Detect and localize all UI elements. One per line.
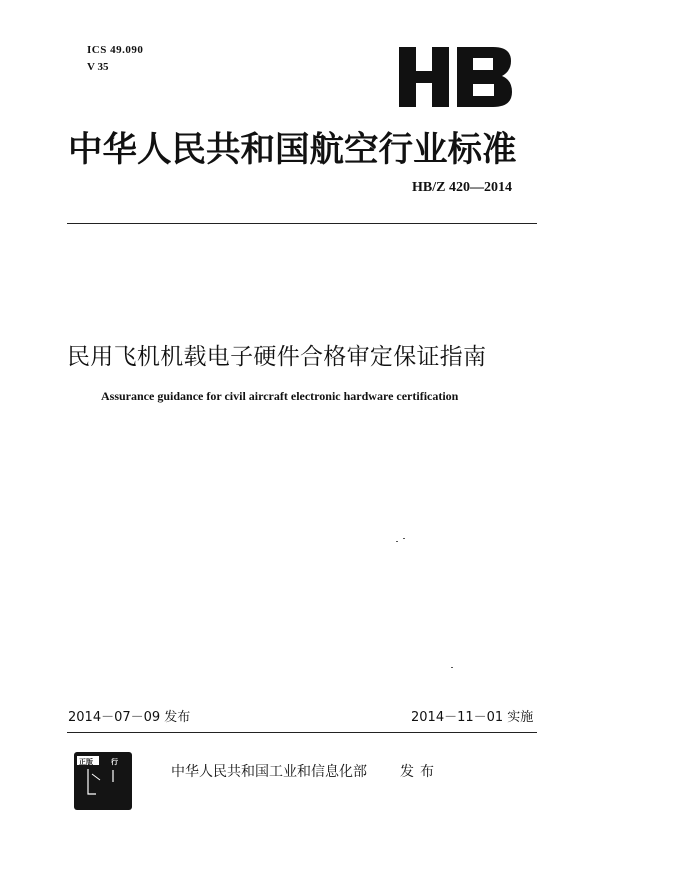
title-chinese: 民用飞机机载电子硬件合格审定保证指南 (67, 344, 487, 370)
scan-speck (451, 667, 453, 668)
bottom-divider (67, 732, 537, 733)
implementation-date: 2014－11－01 实施 (411, 710, 534, 725)
ccs-code: V 35 (87, 61, 109, 73)
publisher: 中华人民共和国工业和信息化部 (171, 764, 367, 780)
svg-text:行: 行 (111, 758, 118, 766)
standard-number: HB/Z 420—2014 (412, 180, 512, 195)
authentic-copy-stamp (74, 752, 132, 810)
ics-code: ICS 49.090 (87, 44, 144, 56)
svg-text:正版: 正版 (79, 758, 93, 766)
issue-date: 2014－07－09 发布 (68, 710, 191, 725)
title-english: Assurance guidance for civil aircraft electronic hardware certification (101, 389, 459, 403)
top-divider (67, 223, 537, 224)
scan-speck (403, 538, 405, 539)
scan-speck (396, 541, 398, 542)
hb-logo (395, 47, 513, 107)
stamp-mark-icon (74, 752, 132, 810)
publish-label: 发布 (400, 764, 440, 780)
standard-organization: 中华人民共和国航空行业标准 (68, 130, 517, 170)
